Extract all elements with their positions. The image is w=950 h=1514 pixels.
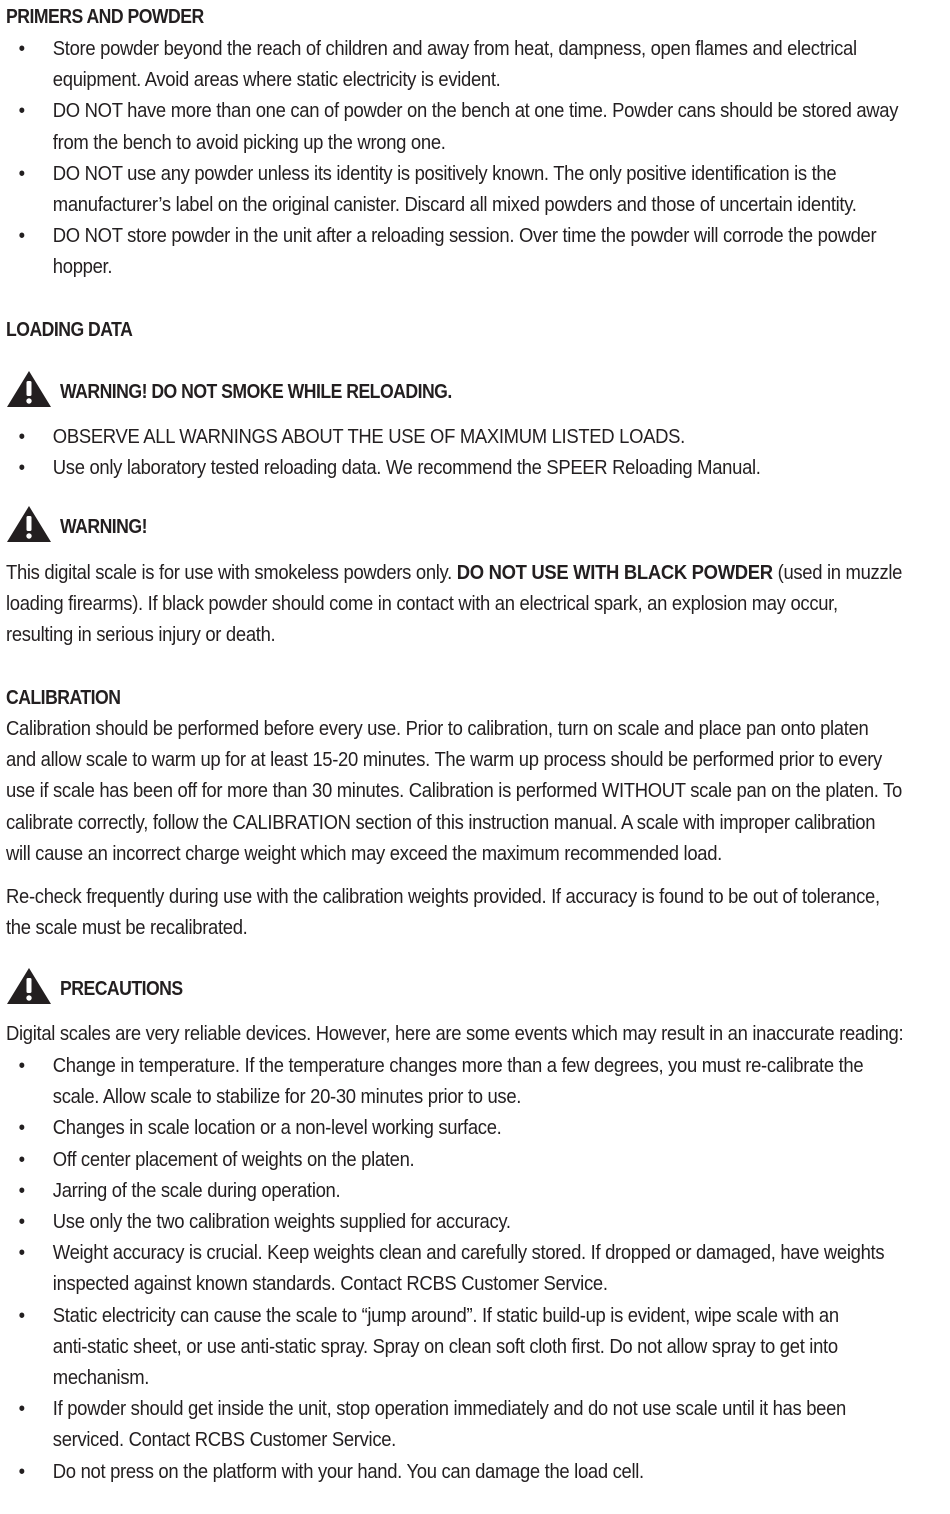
list-item [6, 1175, 942, 1206]
text-run: This digital scale is for use with smokeless powders only. [6, 561, 457, 584]
list-item [6, 421, 942, 452]
list-item-line: If powder should get inside the unit, stop operation immediately and do not use scale until it has been [52, 1397, 847, 1421]
bullet-glyph: • [18, 1397, 25, 1421]
precautions-bullet-list [6, 1050, 942, 1487]
bullet-glyph: • [18, 1241, 25, 1265]
calibration-paragraph-1 [6, 713, 942, 869]
bullet-glyph: • [18, 1303, 25, 1327]
list-item-line: Use only the two calibration weights supplied for accuracy. [52, 1210, 511, 1234]
bullet-glyph: • [18, 37, 25, 60]
precautions-intro: Digital scales are very reliable devices. However, here are some events which may result in an inaccurate reading: [6, 1022, 904, 1045]
bold-text-run: DO NOT USE WITH BLACK POWDER [456, 561, 773, 584]
list-item-line: Jarring of the scale during operation. [52, 1178, 341, 1202]
loading-bullet-list [6, 421, 942, 483]
list-item [6, 1112, 942, 1143]
list-item [6, 220, 942, 282]
list-item-line: Store powder beyond the reach of children and away from heat, dampness, open flames and electrical [52, 37, 857, 60]
bullet-glyph: • [18, 425, 25, 448]
paragraph [6, 713, 942, 869]
section-heading-calibration: CALIBRATION [6, 686, 121, 709]
text-run: resulting in serious injury or death. [6, 623, 276, 647]
warning-triangle-icon [6, 505, 52, 543]
list-item-line: DO NOT have more than one can of powder on the bench at one time. Powder cans should be stored away [52, 99, 899, 123]
list-item-line: manufacturer’s label on the original canister. Discard all mixed powders and those of uncertain identity. [52, 193, 857, 217]
bullet-glyph: • [18, 456, 25, 480]
text-run: loading firearms). If black powder should come in contact with an electrical spark, an explosion may occur, [6, 592, 838, 616]
list-item-line: DO NOT use any powder unless its identity is positively known. The only positive identification is the [52, 161, 837, 185]
list-item-line: serviced. Contact RCBS Customer Service. [52, 1428, 396, 1452]
warning-banner-black-powder [6, 505, 306, 545]
warning-banner-smoking [6, 370, 706, 410]
warning-label: PRECAUTIONS [60, 977, 183, 1000]
list-item [6, 1456, 942, 1487]
text-run: and allow scale to warm up for at least 15-20 minutes. The warm up process should be performed prior to every [6, 748, 882, 772]
list-item [6, 452, 942, 483]
list-item [6, 1300, 942, 1394]
list-item [6, 158, 942, 220]
bullet-glyph: • [18, 1459, 25, 1483]
paragraph [6, 881, 942, 943]
list-item [6, 33, 942, 95]
text-run: the scale must be recalibrated. [6, 916, 248, 940]
list-item-line: Weight accuracy is crucial. Keep weights clean and carefully stored. If dropped or damaged, have weights [52, 1241, 885, 1265]
bullet-glyph: • [18, 99, 25, 123]
warning-label: WARNING! [60, 515, 147, 538]
bullet-glyph: • [18, 1116, 25, 1140]
text-run: Re-check frequently during use with the calibration weights provided. If accuracy is found to be out of tolerance, [6, 885, 880, 908]
list-item-line: mechanism. [52, 1366, 150, 1390]
warning-triangle-icon [6, 370, 52, 408]
list-item-line: OBSERVE ALL WARNINGS ABOUT THE USE OF MAXIMUM LISTED LOADS. [52, 425, 685, 448]
bullet-glyph: • [18, 224, 25, 248]
list-item [6, 1206, 942, 1237]
list-item-line: Changes in scale location or a non-level working surface. [52, 1116, 502, 1140]
list-item [6, 1144, 942, 1175]
list-item-line: Static electricity can cause the scale to “jump around”. If static build-up is evident, wipe scale with an [52, 1303, 839, 1327]
list-item [6, 95, 942, 157]
list-item-line: anti-static sheet, or use anti-static spray. Spray on clean soft cloth first. Do not allow spray to get into [52, 1334, 838, 1358]
warning-banner-precautions [6, 967, 306, 1007]
warning-triangle-icon [6, 967, 52, 1005]
primers-bullet-list [6, 33, 942, 283]
list-item [6, 1237, 942, 1299]
bullet-glyph: • [18, 1147, 25, 1171]
list-item-line: Off center placement of weights on the platen. [52, 1147, 415, 1171]
black-powder-paragraph [6, 557, 942, 651]
list-item-line: scale. Allow scale to stabilize for 20-30 minutes prior to use. [52, 1085, 522, 1109]
list-item-line: Do not press on the platform with your hand. You can damage the load cell. [52, 1459, 644, 1483]
list-item [6, 1393, 942, 1455]
paragraph [6, 557, 942, 651]
list-item-line: Use only laboratory tested reloading data. We recommend the SPEER Reloading Manual. [52, 456, 761, 480]
bullet-glyph: • [18, 1178, 25, 1202]
section-heading-loading-data: LOADING DATA [6, 318, 133, 341]
text-run: (used in muzzle [772, 561, 903, 584]
list-item-line: from the bench to avoid picking up the wrong one. [52, 130, 446, 154]
list-item-line: hopper. [52, 255, 113, 279]
list-item-line: inspected against known standards. Contact RCBS Customer Service. [52, 1272, 608, 1296]
list-item-line: equipment. Avoid areas where static electricity is evident. [52, 68, 501, 92]
list-item [6, 1050, 942, 1112]
list-item-line: Change in temperature. If the temperature changes more than a few degrees, you must re-calibrate the [52, 1054, 864, 1077]
text-run: use if scale has been off for more than 30 minutes. Calibration is performed WITHOUT scale pan on the platen. To [6, 779, 902, 803]
text-run: calibrate correctly, follow the CALIBRATION section of this instruction manual. A scale with improper calibration [6, 810, 876, 834]
list-item-line: DO NOT store powder in the unit after a reloading session. Over time the powder will corrode the powder [52, 224, 877, 248]
section-heading-primers: PRIMERS AND POWDER [6, 5, 204, 28]
warning-label: WARNING! DO NOT SMOKE WHILE RELOADING. [60, 380, 452, 403]
calibration-paragraph-2 [6, 881, 942, 943]
text-run: Calibration should be performed before every use. Prior to calibration, turn on scale and place pan onto platen [6, 717, 869, 740]
text-run: will cause an incorrect charge weight which may exceed the maximum recommended load. [6, 841, 722, 865]
bullet-glyph: • [18, 161, 25, 185]
bullet-glyph: • [18, 1054, 25, 1077]
bullet-glyph: • [18, 1210, 25, 1234]
